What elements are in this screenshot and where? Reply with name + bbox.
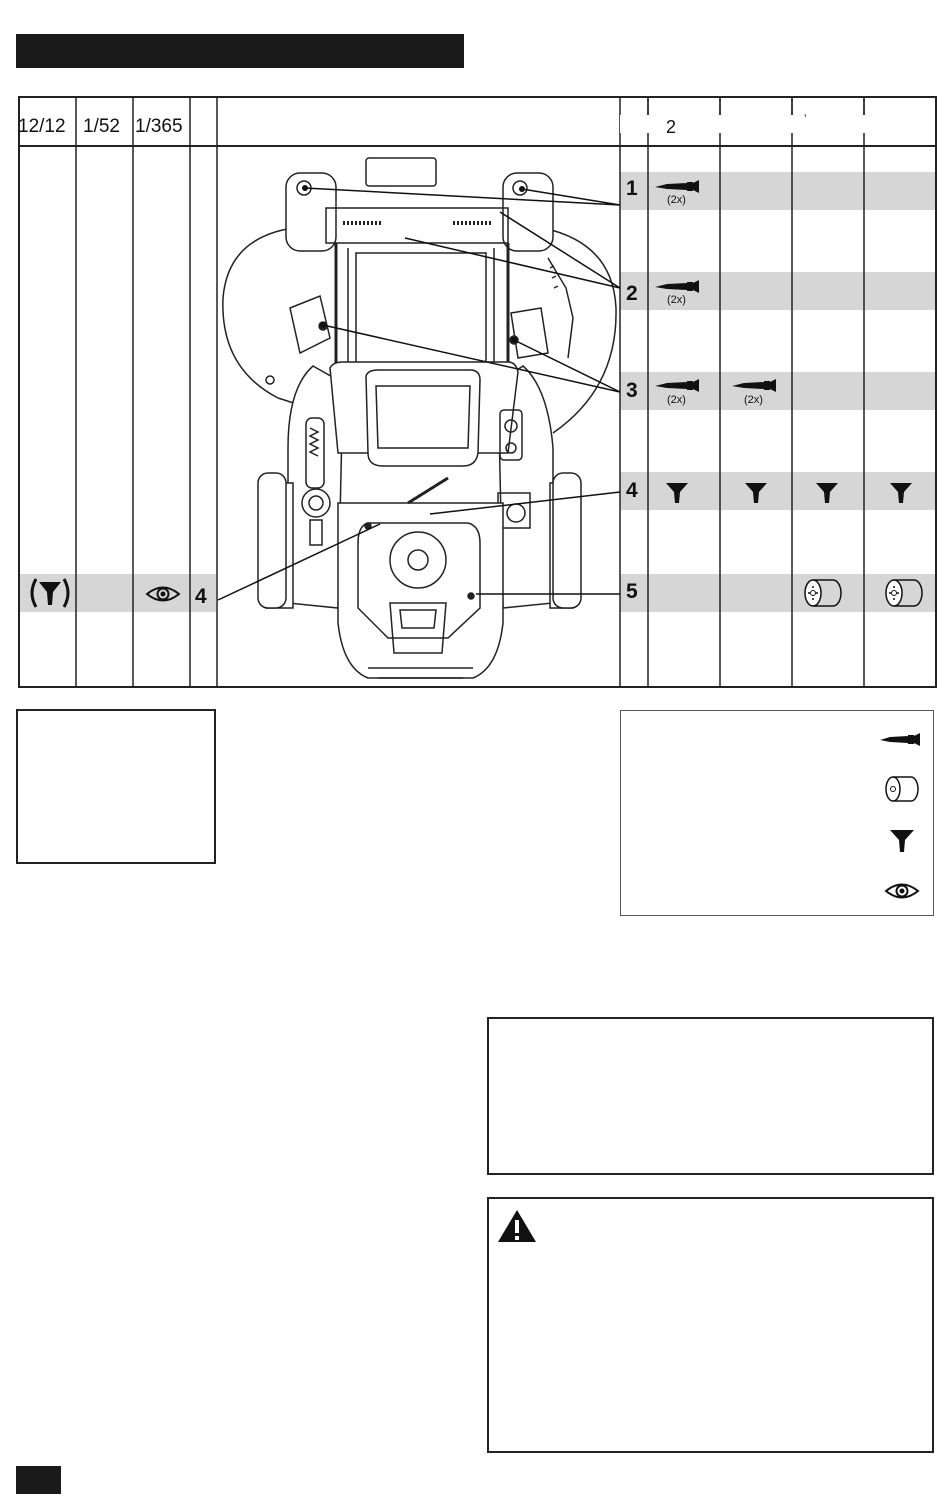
count-label: (2x): [667, 394, 686, 406]
warning-box: [487, 1197, 934, 1453]
column-header-2: 2: [666, 117, 677, 137]
interval-header-weeks: 1/52: [83, 116, 120, 137]
note-box: [16, 709, 216, 864]
notice-box: [487, 1017, 934, 1175]
grease-gun-icon: [880, 731, 922, 747]
row-number-4: 4: [626, 479, 638, 502]
callout-leader-lines: [0, 0, 950, 700]
left-row-number-4: 4: [195, 585, 207, 608]
interval-header-days: 1/365: [135, 116, 183, 137]
count-label: (2x): [667, 294, 686, 306]
interval-header-hours: 12/12: [18, 116, 66, 137]
eye-icon: [884, 881, 920, 901]
row-number-5: 5: [626, 580, 638, 603]
count-label: (2x): [744, 394, 763, 406]
funnel-icon: [889, 828, 915, 854]
count-label: (2x): [667, 194, 686, 206]
page-number-tab: [16, 1466, 61, 1494]
warning-triangle-icon: [496, 1208, 538, 1244]
row-number-2: 2: [626, 282, 638, 305]
row-number-1: 1: [626, 177, 638, 200]
row-number-3: 3: [626, 379, 638, 402]
column-header-mark: ʼ: [804, 112, 807, 126]
filter-cartridge-icon: [883, 774, 919, 804]
